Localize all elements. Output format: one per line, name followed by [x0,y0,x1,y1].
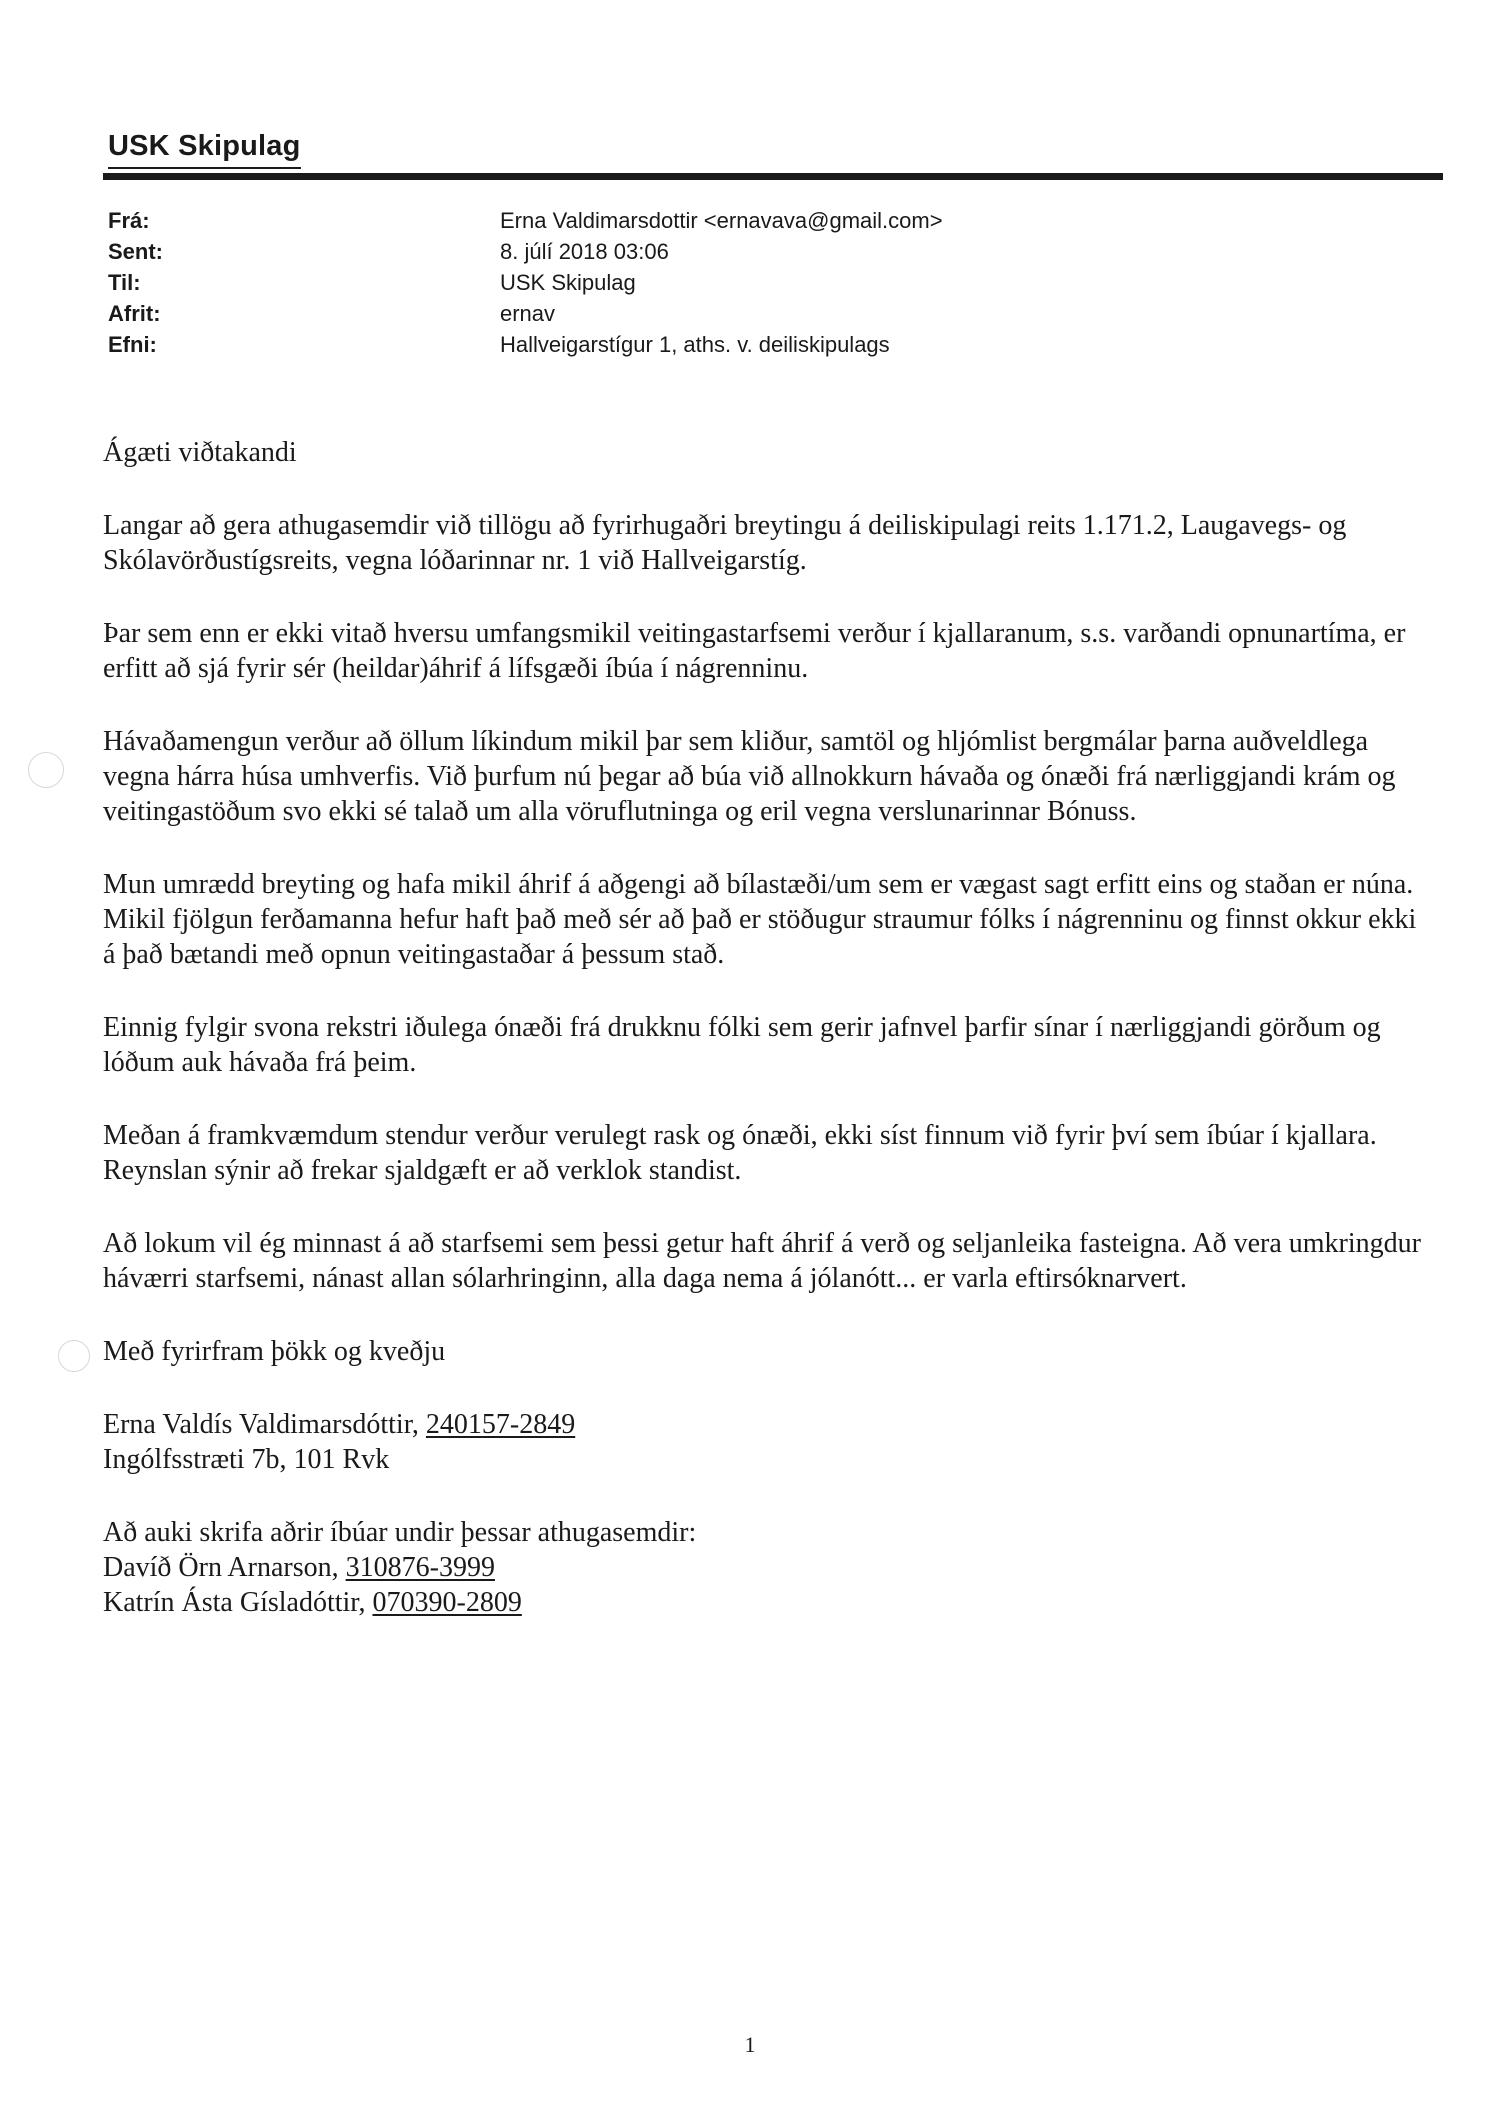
title-underline [108,167,301,169]
meta-row-from [108,205,1308,236]
letter-greeting: Ágæti viðtakandi [103,437,297,468]
meta-value: ernav [500,301,556,326]
letter-paragraph: Meðan á framkvæmdum stendur verður verulegt rask og ónæði, ekki síst finnum við fyrir því sem íbúar í kjallara. Reynslan sýnir að frekar sjaldgæft er að verklok standist. [103,1120,1377,1186]
cosigner-id: 310876-3999 [345,1552,495,1583]
letter-paragraph: Einnig fylgir svona rekstri iðulega ónæði frá drukknu fólki sem gerir jafnvel þarfir sínar í nærliggjandi görðum og lóðum auk hávaða frá þeim. [103,1012,1381,1078]
meta-label: Sent: [108,239,163,264]
meta-label: Til: [108,270,141,295]
cosigner-line [103,1550,1433,1585]
header-divider [103,173,1443,180]
letter-paragraph: Hávaðamengun verður að öllum líkindum mikil þar sem kliður, samtöl og hljómlist bergmálar þarna auðveldlega vegna hárra húsa umhverfis. Við þurfum nú þegar að búa við allnokkurn hávaða og ónæði frá nærliggjandi krám og veitingastöðum svo ekki sé talað um alla vöruflutninga og eril vegna verslunarinnar Bónuss. [103,726,1396,827]
meta-label: Frá: [108,208,150,233]
cosigner-name: Davíð Örn Arnarson, [103,1552,346,1583]
scan-artifact [28,752,64,788]
letter-paragraph: Langar að gera athugasemdir við tillögu að fyrirhugaðri breytingu á deiliskipulagi reits 1.171.2, Laugavegs- og Skólavörðustígsreits, vegna lóðarinnar nr. 1 við Hallveigarstíg. [103,510,1347,576]
scan-artifact [58,1340,90,1372]
meta-row-cc [108,298,1308,329]
meta-label: Afrit: [108,301,161,326]
meta-row-subject [108,329,1308,360]
meta-label: Efni: [108,332,157,357]
letter-paragraph: Þar sem enn er ekki vitað hversu umfangsmikil veitingastarfsemi verður í kjallaranum, s.s. varðandi opnunartíma, er erfitt að sjá fyrir sér (heildar)áhrif á lífsgæði íbúa í nágrenninu. [103,618,1406,684]
letter-paragraph: Að lokum vil ég minnast á að starfsemi sem þessi getur haft áhrif á verð og seljanleika fasteigna. Að vera umkringdur háværri starfsemi, nánast allan sólarhringinn, alla daga nema á jólanótt... er varla eftirsóknarvert. [103,1228,1421,1294]
cosigner-id: 070390-2809 [372,1587,522,1618]
organization-title: USK Skipulag [108,130,301,162]
letter-body [103,435,1433,1620]
signer-id: 240157-2849 [425,1409,576,1440]
meta-value: 8. júlí 2018 03:06 [500,239,669,264]
signer-address: Ingólfsstræti 7b, 101 Rvk [103,1444,390,1475]
email-header-block [108,205,1308,360]
cosigner-name: Katrín Ásta Gísladóttir, [103,1587,373,1618]
cosigner-line [103,1585,1433,1620]
signer-name: Erna Valdís Valdimarsdóttir, [103,1409,426,1440]
meta-value: USK Skipulag [500,270,636,295]
cosigners-intro: Að auki skrifa aðrir íbúar undir þessar athugasemdir: [103,1517,697,1548]
letter-paragraph: Mun umrædd breyting og hafa mikil áhrif á aðgengi að bílastæði/um sem er vægast sagt erfitt eins og staðan er núna. Mikil fjölgun ferðamanna hefur haft það með sér að það er stöðugur straumur fólks í nágrenninu og finnst okkur ekki á það bætandi með opnun veitingastaðar á þessum stað. [103,869,1417,970]
meta-value: Erna Valdimarsdottir <ernavava@gmail.com> [500,208,943,233]
meta-value: Hallveigarstígur 1, aths. v. deiliskipulags [500,332,890,357]
page-number: 1 [744,2032,756,2057]
letter-closing: Með fyrirfram þökk og kveðju [103,1336,446,1367]
meta-row-to [108,267,1308,298]
signer-line [103,1407,1433,1442]
meta-row-sent [108,236,1308,267]
